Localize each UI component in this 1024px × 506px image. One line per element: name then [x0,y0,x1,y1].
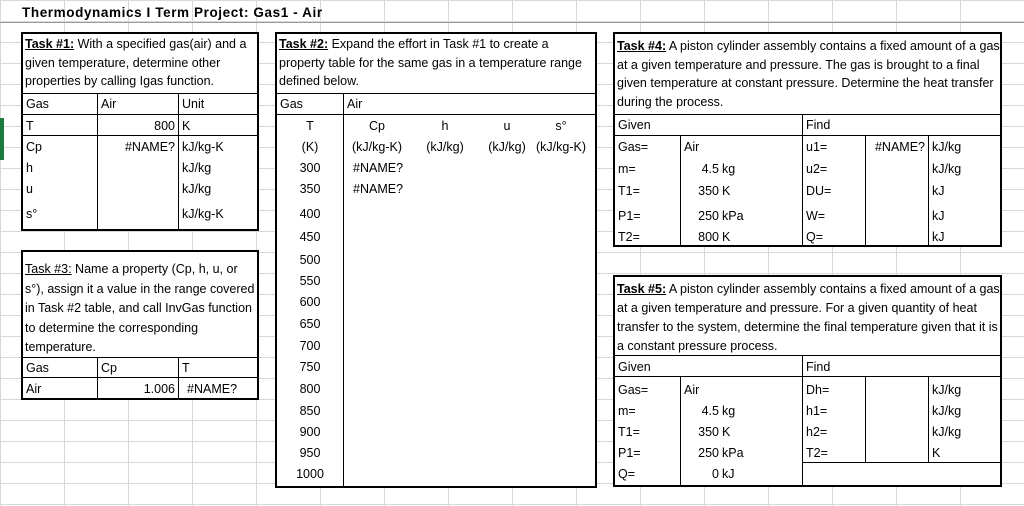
task4-panel [613,32,1002,247]
task1-rule [23,114,257,115]
task5-given-label: Given [618,360,651,374]
task1-unit-T: K [182,119,191,133]
task1-value-T[interactable]: 800 [154,119,175,133]
task2-panel [275,32,597,488]
selected-cell-indicator [0,118,4,160]
task5-given-m-value[interactable]: 4.5 [701,404,719,418]
task4-given-p1-value[interactable]: 250 [698,209,719,223]
task3-hdr-gas: Gas [26,361,49,375]
task3-hdr-T: T [182,361,190,375]
task2-col-cp: Cp [369,119,385,133]
task5-given-p1-label: P1= [618,446,641,460]
task2-temp: 600 [299,295,321,309]
task1-hdr-gas: Gas [26,97,49,111]
task5-find-h2-unit: kJ/kg [932,425,962,439]
task5-given-q-unit: kJ [722,467,735,481]
task1-value-cp[interactable]: #NAME? [124,140,175,154]
task3-heading: Task #3: [25,262,72,276]
task4-given-p1-unit: kPa [722,209,744,223]
task4-given-m-unit: kg [722,162,736,176]
task5-description [617,280,1000,356]
task1-rule [23,93,257,94]
task2-cp-value[interactable]: #NAME? [353,182,404,196]
task2-temp: 300 [299,161,321,175]
task3-gas[interactable]: Air [26,382,42,396]
task3-temperature[interactable]: #NAME? [187,382,238,396]
task1-value-h[interactable] [99,158,175,178]
task1-label-cp: Cp [26,140,42,154]
task5-given-t1-unit: K [722,425,731,439]
task5-col-rule [928,376,929,462]
task5-given-m-label: m= [618,404,636,418]
task1-unit-cp: kJ/kg-K [182,140,224,154]
task5-find-t2-label: T2= [806,446,828,460]
task1-label-u: u [26,182,33,196]
task2-temp: 450 [299,230,321,244]
task3-rule [23,357,257,358]
task2-temp: 700 [299,339,321,353]
task4-find-q-unit: kJ [932,230,945,244]
task5-given-m-unit: kg [722,404,736,418]
task2-cp-value[interactable]: #NAME? [353,161,404,175]
task4-find-u1-unit: kJ/kg [932,140,962,154]
task5-rule [615,355,1000,356]
task4-find-du-label: DU= [806,184,832,198]
task1-unit-h: kJ/kg [182,161,212,175]
task1-description [25,35,257,91]
task5-given-q-label: Q= [618,467,636,481]
task2-temp: 750 [299,360,321,374]
task4-divider [802,114,803,245]
task2-temp: 850 [299,404,321,418]
task5-given-gas-label: Gas= [618,383,649,397]
task5-col-rule [865,376,866,462]
task4-given-gas-label: Gas= [618,140,649,154]
task1-panel [21,32,259,231]
task2-gas-value[interactable]: Air [347,97,363,111]
task2-temp: 900 [299,425,321,439]
task4-given-gas-value[interactable]: Air [684,140,700,154]
task1-label-T: T [26,119,34,133]
task1-desc-text: With a specified gas(air) and a given temperature, determine other properties by calling Igas function. [25,37,247,88]
task3-col-rule [97,357,98,398]
task4-given-t1-value[interactable]: 350 [698,184,719,198]
task4-given-label: Given [618,118,651,132]
task4-find-u1-value[interactable]: #NAME? [874,140,925,154]
task4-find-u1-label: u1= [806,140,828,154]
task4-find-w-unit: kJ [932,209,945,223]
task4-given-t2-value[interactable]: 800 [698,230,719,244]
task5-find-h2-label: h2= [806,425,828,439]
task2-gas-label: Gas [280,97,303,111]
task3-col-rule [178,357,179,398]
task5-given-p1-value[interactable]: 250 [698,446,719,460]
task2-heading: Task #2: [279,37,329,51]
task2-description [279,35,595,91]
task2-col-h: h [441,119,449,133]
task3-rule [23,377,257,378]
task5-given-t1-value[interactable]: 350 [698,425,719,439]
task3-hdr-cp: Cp [101,361,117,375]
task4-given-t1-label: T1= [618,184,640,198]
task1-label-h: h [26,161,33,175]
task5-panel [613,275,1002,487]
task5-find-t2-unit: K [932,446,941,460]
task1-unit-s: kJ/kg-K [182,207,224,221]
task1-value-s[interactable] [99,204,175,224]
task5-find-dh-label: Dh= [806,383,830,397]
task5-given-t1-label: T1= [618,425,640,439]
task2-temp: 950 [299,446,321,460]
task4-given-t2-unit: K [722,230,731,244]
task2-temp: 500 [299,253,321,267]
task3-desc-text: Name a property (Cp, h, u, or s°), assign it a value in the range covered in Task #2 table, and call InvGas function to determine the corresponding temperature. [25,262,255,354]
task5-find-label: Find [806,360,831,374]
task1-heading: Task #1: [25,37,75,51]
task2-rule [277,114,595,115]
task1-hdr-unit: Unit [182,97,205,111]
task2-rule [277,93,595,94]
task5-divider [802,355,803,485]
task5-heading: Task #5: [617,282,667,296]
task5-find-dh-unit: kJ/kg [932,383,962,397]
task1-col-rule [97,93,98,231]
task4-given-p1-label: P1= [618,209,641,223]
task2-col-s: s° [555,119,567,133]
task1-col-rule [178,93,179,231]
task5-find-h1-unit: kJ/kg [932,404,962,418]
task4-find-label: Find [806,118,831,132]
task2-unit-h: (kJ/kg) [426,140,464,154]
task4-find-u2-label: u2= [806,162,828,176]
task4-given-m-label: m= [618,162,636,176]
task2-temp: 350 [299,182,321,196]
task3-description [25,260,257,358]
task4-rule [615,135,1000,136]
task3-panel [21,250,259,400]
task4-find-u2-unit: kJ/kg [932,162,962,176]
task2-temp: 1000 [296,467,324,481]
task1-hdr-air: Air [101,97,117,111]
task2-unit-s: (kJ/kg-K) [536,140,586,154]
task5-rule [802,462,1000,463]
task4-given-m-value[interactable]: 4.5 [701,162,719,176]
task2-unit-cp: (kJ/kg-K) [352,140,402,154]
task2-unit-T: (K) [301,140,319,154]
task2-temp: 650 [299,317,321,331]
task2-temp: 800 [299,382,321,396]
task1-value-u[interactable] [99,179,175,199]
task4-given-t2-label: T2= [618,230,640,244]
task5-desc-text: A piston cylinder assembly contains a fixed amount of a gas at a given temperature and pressure. For a given quantity of heat transfer to the system, determine the final temperature given that it is a constant pressure process. [617,282,1000,353]
task4-find-du-unit: kJ [932,184,945,198]
task1-label-s: s° [26,207,38,221]
task5-find-h1-label: h1= [806,404,828,418]
task2-desc-text: Expand the effort in Task #1 to create a property table for the same gas in a temperature range defined below. [279,37,582,88]
task2-col-T: T [306,119,314,133]
sheet-title: Thermodynamics I Term Project: Gas1 - Air [22,5,323,20]
task2-temp: 550 [299,274,321,288]
task2-temp: 400 [299,207,321,221]
task4-given-t1-unit: K [722,184,731,198]
task4-find-w-label: W= [806,209,826,223]
task4-col-rule [928,135,929,245]
task4-description [617,37,1000,111]
task5-given-q-value[interactable]: 0 [712,467,719,481]
task2-unit-u: (kJ/kg) [488,140,526,154]
task3-cp-value[interactable]: 1.006 [143,382,175,396]
task4-desc-text: A piston cylinder assembly contains a fixed amount of a gas at a given temperature and pressure. The gas is brought to a final given temperature at constant pressure. Determine the heat transfer during the process. [617,39,1000,109]
task1-unit-u: kJ/kg [182,182,212,196]
title-divider [0,22,1024,23]
task5-given-gas-value[interactable]: Air [684,383,700,397]
task5-given-p1-unit: kPa [722,446,744,460]
task4-heading: Task #4: [617,39,667,53]
task4-find-q-label: Q= [806,230,824,244]
task2-col-u: u [503,119,511,133]
